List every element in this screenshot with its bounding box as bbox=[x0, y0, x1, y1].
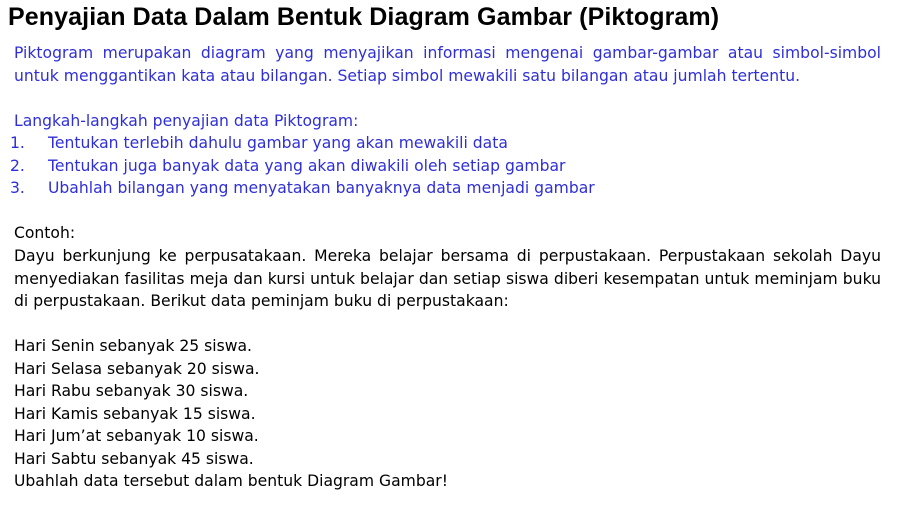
step-number: 3. bbox=[10, 179, 25, 197]
data-line-rabu: Hari Rabu sebanyak 30 siswa. bbox=[14, 382, 249, 400]
data-line-sabtu: Hari Sabtu sebanyak 45 siswa. bbox=[14, 449, 254, 468]
data-line-senin: Hari Senin sebanyak 25 siswa. bbox=[14, 337, 253, 355]
step-item bbox=[10, 155, 595, 178]
data-line-selasa: Hari Selasa sebanyak 20 siswa. bbox=[14, 359, 260, 378]
intro-paragraph: Piktogram merupakan diagram yang menyajikan informasi mengenai gambar-gambar atau simbol-simbol untuk menggantikan kata atau bilangan. Setiap simbol mewakili satu bilangan atau jumlah tertentu. bbox=[14, 44, 881, 85]
instruction-line: Ubahlah data tersebut dalam bentuk Diagram Gambar! bbox=[14, 472, 448, 490]
step-text: Tentukan terlebih dahulu gambar yang akan mewakili data bbox=[48, 134, 508, 152]
example-label: Contoh: bbox=[14, 224, 76, 242]
data-line-jumat: Hari Jum’at sebanyak 10 siswa. bbox=[14, 427, 259, 445]
step-item bbox=[10, 132, 595, 155]
example-paragraph: Dayu berkunjung ke perpusatakaan. Mereka belajar bersama di perpustakaan. Perpustakaan sekolah Dayu menyediakan fasilitas meja dan kursi untuk belajar dan setiap siswa diberi kesempatan untuk meminjam buku di perpustakaan. Berikut data peminjam buku di perpustakaan: bbox=[14, 247, 881, 310]
step-text: Ubahlah bilangan yang menyatakan banyaknya data menjadi gambar bbox=[48, 179, 595, 197]
data-line-kamis: Hari Kamis sebanyak 15 siswa. bbox=[14, 404, 256, 423]
steps-list bbox=[10, 132, 595, 200]
data-list bbox=[14, 335, 881, 493]
step-text: Tentukan juga banyak data yang akan diwakili oleh setiap gambar bbox=[48, 156, 566, 175]
step-number: 2. bbox=[10, 156, 25, 175]
step-item bbox=[10, 177, 595, 200]
page-title: Penyajian Data Dalam Bentuk Diagram Gambar (Piktogram) bbox=[8, 3, 720, 31]
steps-heading: Langkah-langkah penyajian data Piktogram: bbox=[14, 112, 359, 130]
step-number: 1. bbox=[10, 134, 25, 152]
